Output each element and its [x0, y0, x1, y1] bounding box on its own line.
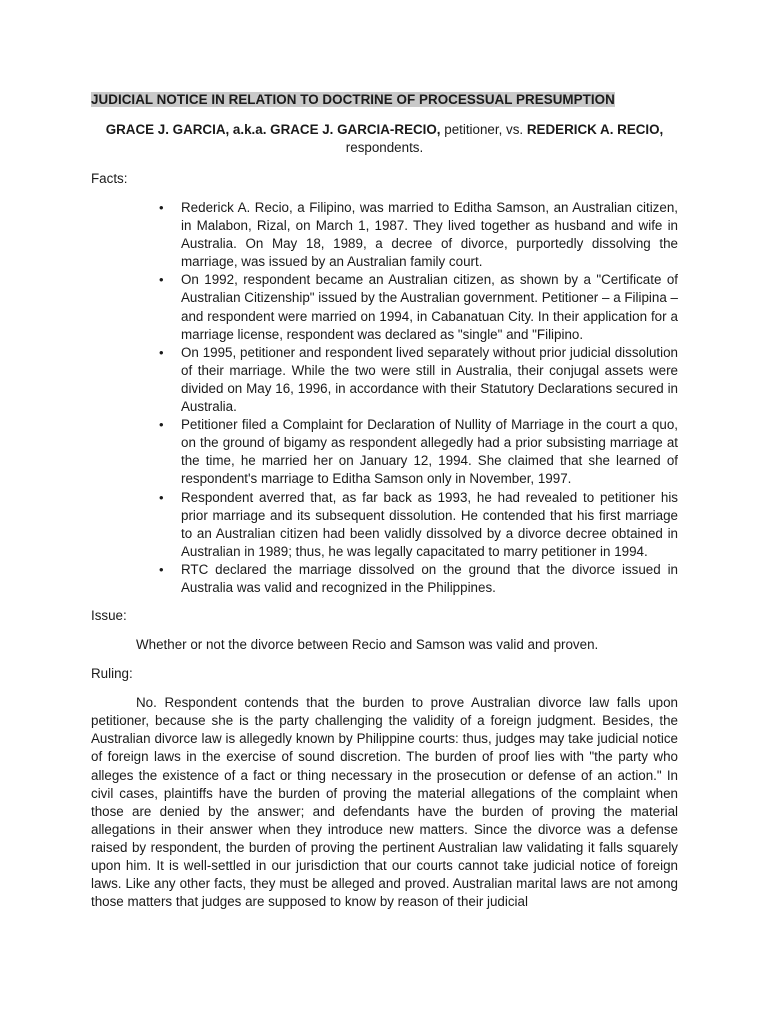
petitioner-role: petitioner, vs. — [440, 122, 527, 137]
bullet-icon: • — [159, 200, 164, 215]
respondent-name: REDERICK A. RECIO, — [526, 122, 664, 137]
fact-item — [91, 199, 678, 271]
fact-text: On 1995, petitioner and respondent lived separately without prior judicial dissolution of their marriage. While the two were still in Australia, their conjugal assets were divided on May 16, 1996, in accordance with their Statutory Declarations secured in Australia. — [181, 344, 678, 415]
fact-item — [91, 416, 678, 488]
fact-text: RTC declared the marriage dissolved on the ground that the divorce issued in Australia was valid and recognized in the Philippines. — [181, 561, 678, 595]
ruling-heading: Ruling: — [91, 666, 133, 682]
issue-heading: Issue: — [91, 608, 127, 624]
fact-item — [91, 561, 678, 597]
bullet-icon: • — [159, 344, 164, 360]
fact-text: Rederick A. Recio, a Filipino, was married to Editha Samson, an Australian citizen, in Malabon, Rizal, on March 1, 1987. They lived together as husband and wife in Australia. On May 18, 1989, a decree of divorce, purportedly dissolving the marriage, was issued by an Australian family court. — [181, 200, 678, 270]
facts-heading: Facts: — [91, 171, 128, 186]
bullet-icon: • — [159, 561, 164, 577]
fact-text: Respondent averred that, as far back as 1993, he had revealed to petitioner his prior marriage and its subsequent dissolution. He contended that his first marriage to an Australian citizen had been validly dissolved by a divorce decree obtained in Australian in 1989; thus, he was legally capacitated to marry petitioner in 1994. — [181, 489, 678, 559]
petitioner-name: GRACE J. GARCIA, a.k.a. GRACE J. GARCIA-RECIO, — [105, 122, 441, 137]
respondent-role: respondents. — [345, 140, 424, 155]
fact-item — [91, 489, 678, 561]
facts-list — [91, 199, 678, 597]
case-parties — [91, 121, 678, 157]
fact-text: Petitioner filed a Complaint for Declaration of Nullity of Marriage in the court a quo, on the ground of bigamy as respondent allegedly had a prior subsisting marriage at the time, he married her on January 12, 1994. She claimed that she learned of respondent's marriage to Editha Samson only in November, 1997. — [181, 417, 678, 487]
document-title: JUDICIAL NOTICE IN RELATION TO DOCTRINE OF PROCESSUAL PRESUMPTION — [91, 92, 615, 107]
bullet-icon: • — [159, 489, 164, 505]
fact-item — [91, 271, 678, 343]
ruling-text: No. Respondent contends that the burden to prove Australian divorce law falls upon petitioner, because she is the party challenging the validity of a foreign judgment. Besides, the Australian divorce law is allegedly known by Philippine courts: thus, judges may take judicial notice of foreign laws in the exercise of sound discretion. The burden of proof lies with "the party who alleges the existence of a fact or thing necessary in the prosecution or defense of an action." In civil cases, plaintiffs have the burden of proving the material allegations of the complaint when those are denied by the answer; and defendants have the burden of proving the material allegations in their answer when they introduce new matters. Since the divorce was a defense raised by respondent, the burden of proving the pertinent Australian law validating it falls squarely upon him. It is well-settled in our jurisdiction that our courts cannot take judicial notice of foreign laws. Like any other facts, they must be alleged and proved. Australian marital laws are not among those matters that judges are supposed to know by reason of their judicial — [91, 695, 678, 910]
bullet-icon: • — [159, 272, 164, 288]
issue-text: Whether or not the divorce between Recio and Samson was valid and proven. — [136, 637, 599, 653]
bullet-icon: • — [159, 417, 164, 433]
fact-item — [91, 344, 678, 416]
title-block — [91, 91, 678, 109]
fact-text: On 1992, respondent became an Australian citizen, as shown by a "Certificate of Australian Citizenship" issued by the Australian government. Petitioner – a Filipina – and respondent were married on 1994, in Cabanatuan City. In their application for a marriage license, respondent was declared as "single" and "Filipino. — [181, 272, 678, 342]
